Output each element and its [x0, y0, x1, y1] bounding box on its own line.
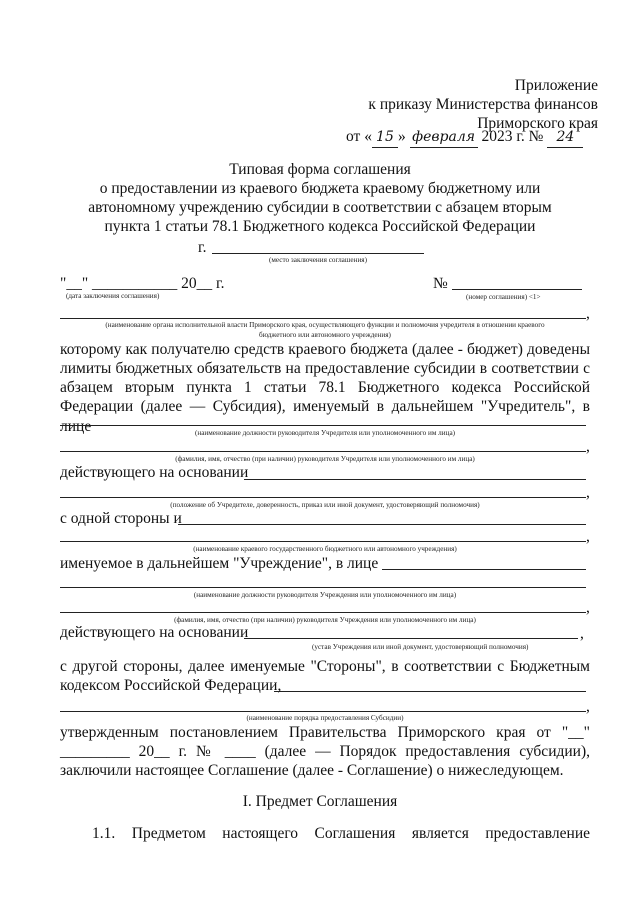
para1-line1: которому как получателю средств краевого бюджета (далее - бюджет) доведены [60, 341, 590, 358]
para3-line3: заключили настоящее Соглашение (далее - Соглашение) о нижеследующем. [60, 762, 564, 779]
title-line-1: Типовая форма соглашения [229, 161, 411, 178]
institution-caption: (наименование краевого государственного бюджетного или автономного учреждения) [193, 545, 457, 553]
appendix-label: Приложение [514, 77, 598, 94]
number-line [452, 289, 582, 290]
handwritten-number: 24 [547, 127, 583, 148]
handwritten-day: 15 [372, 127, 398, 148]
acting-basis-line-1 [244, 479, 586, 480]
date-line: "__" ___________ 20__ г. [60, 275, 225, 292]
clause-1-1: 1.1. Предметом настоящего Соглашения является предоставление [92, 825, 590, 842]
position-caption: (наименование должности руководителя Учредителя или уполномоченного им лица) [194, 429, 456, 437]
basis-doc-line [60, 497, 586, 498]
institution-line [60, 541, 586, 542]
comma-5: , [586, 599, 590, 616]
comma-7: , [586, 698, 590, 715]
year-number-label: 2023 г. № [481, 128, 544, 145]
para3-line1: утвержденным постановлением Правительства Приморского края от "__" [60, 724, 590, 741]
comma-2: , [586, 438, 590, 455]
quote-close: » [397, 128, 406, 145]
title-line-4: пункта 1 статьи 78.1 Бюджетного кодекса Российской Федерации [104, 218, 536, 235]
para2-line1: с другой стороны, далее именуемые "Стороны", в соответствии с Бюджетным [60, 658, 590, 675]
number-caption: (номер соглашения) <1> [466, 293, 541, 301]
date-caption: (дата заключения соглашения) [66, 292, 160, 300]
order-line-2: Приморского края [477, 115, 598, 132]
institution-position-caption: (наименование должности руководителя Учреждения или уполномоченного им лица) [193, 591, 457, 599]
procedure-line [60, 711, 586, 712]
comma: , [586, 305, 590, 322]
institution-name-caption: (фамилия, имя, отчество (при наличии) руководителя Учреждения или уполномоченного им лица) [174, 616, 476, 624]
basis-doc-caption: (положение об Учредителе, доверенность, приказ или иной документ, удостоверяющий полномочия) [170, 501, 480, 509]
comma-4: , [586, 528, 590, 545]
para3-line2: _________ 20__ г. № ____ (далее — Порядок предоставления субсидии), [60, 743, 590, 760]
order-date-line [346, 127, 583, 148]
one-side-line [178, 524, 586, 525]
acting-basis-1: действующего на основании [60, 464, 249, 481]
quote-open: « [364, 128, 372, 145]
position-line [60, 425, 586, 426]
number-label: № [433, 275, 448, 292]
institution-position-line [60, 587, 586, 588]
from-label: от [346, 128, 361, 145]
para1-line4: Федерации (далее — Субсидия), именуемый в дальнейшем "Учредитель", в лице [60, 398, 590, 435]
procedure-caption: (наименование порядка предоставления Субсидии) [246, 714, 404, 722]
founder-name-caption: (фамилия, имя, отчество (при наличии) руководителя Учредителя или уполномоченного им лица) [175, 455, 475, 463]
place-caption: (место заключения соглашения) [268, 256, 367, 264]
institution-name-line [60, 612, 586, 613]
comma-3: , [586, 484, 590, 501]
one-side: с одной стороны и [60, 510, 182, 527]
para1-line3: абзацем вторым пункта 1 статьи 78.1 Бюджетного кодекса Российской [60, 379, 590, 396]
section-heading: I. Предмет Соглашения [242, 793, 398, 810]
institution-face-line [382, 569, 586, 570]
founder-organ-caption-2: бюджетного или автономного учреждения) [259, 331, 391, 339]
institution-called: именуемое в дальнейшем "Учреждение", в лице [60, 555, 379, 572]
title-line-3: автономному учреждению субсидии в соответствии с абзацем вторым [88, 199, 552, 216]
founder-organ-line [60, 318, 586, 319]
para2-line2: кодексом Российской Федерации, [60, 677, 282, 694]
acting-basis-2: действующего на основании [60, 624, 249, 641]
place-line [212, 253, 424, 254]
order-line: к приказу Министерства финансов [368, 96, 598, 113]
acting-basis-line-2 [244, 638, 578, 639]
para1-line2: лимиты бюджетных обязательств на предоставление субсидии в соответствии с [60, 360, 590, 377]
city-prefix: г. [198, 239, 207, 256]
founder-name-line [60, 451, 586, 452]
para2-line [274, 691, 586, 692]
comma-6: , [580, 625, 584, 642]
handwritten-month: февраля [410, 127, 478, 148]
charter-caption: (устав Учреждения или иной документ, удостоверяющий полномочия) [312, 643, 529, 651]
title-line-2: о предоставлении из краевого бюджета краевому бюджетному или [99, 180, 541, 197]
founder-organ-caption-1: (наименование органа исполнительной власти Приморского края, осуществляющего функции и полномочия учредителя в отношении краевого [105, 321, 545, 329]
